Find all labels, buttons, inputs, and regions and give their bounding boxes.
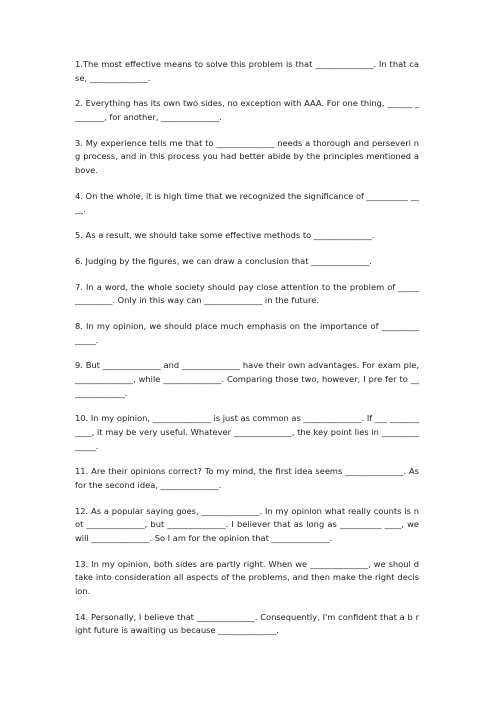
paragraph-7: 7. In a word, the whole society should pay close attention to the problem of _____ _________. Only in this way can ______________ in the future. [75, 281, 419, 306]
paragraph-10: 10. In my opinion, ______________ is just as common as ______________. If ___ ___________, it may be very useful. Whatever ______________, the key point lies in ______________. [75, 413, 419, 451]
paragraph-1: 1.The most effective means to solve this problem is that ______________. In that case, ______________. [75, 59, 419, 83]
paragraph-6: 6. Judging by the figures, we can draw a conclusion that ______________. [75, 255, 372, 266]
paragraph-4: 4. On the whole, it is high time that we recognized the significance of __________ ____. [75, 190, 419, 215]
paragraph-12: 12. As a popular saying goes, ______________. In my opinion what really counts is not ______________, but ______________. I believer that as long as __________ ____, we will ______________. So I am for the opinion that ______________. [75, 505, 419, 543]
paragraph-5: 5. As a result, we should take some effective methods to ______________. [75, 230, 375, 241]
paragraph-14: 14. Personally, I believe that ______________. Consequently, I'm confident that a b right future is awaiting us because ______________. [75, 611, 419, 636]
paragraph-2: 2. Everything has its own two sides, no exception with AAA. For one thing, ______ ________, for another, ______________. [75, 98, 419, 122]
paragraph-9: 9. But ______________ and ______________ have their own advantages. For exam ple, ______________, while ______________. Comparing those two, however, I pre fer to ______________. [75, 360, 419, 398]
paragraph-11: 11. Are their opinions correct? To my mind, the first idea seems ______________. As for the second idea, ______________. [75, 466, 419, 490]
paragraph-8: 8. In my opinion, we should place much emphasis on the importance of _________ _____. [75, 321, 419, 345]
paragraph-3: 3. My experience tells me that to ______________ needs a thorough and perseveri ng process, and in this process you had better abide by the principles mentioned a bove. [75, 137, 419, 175]
paragraph-13: 13. In my opinion, both sides are partly right. When we ______________, we shoul d take into consideration all aspects of the problems, and then make the right decis ion. [75, 558, 419, 596]
